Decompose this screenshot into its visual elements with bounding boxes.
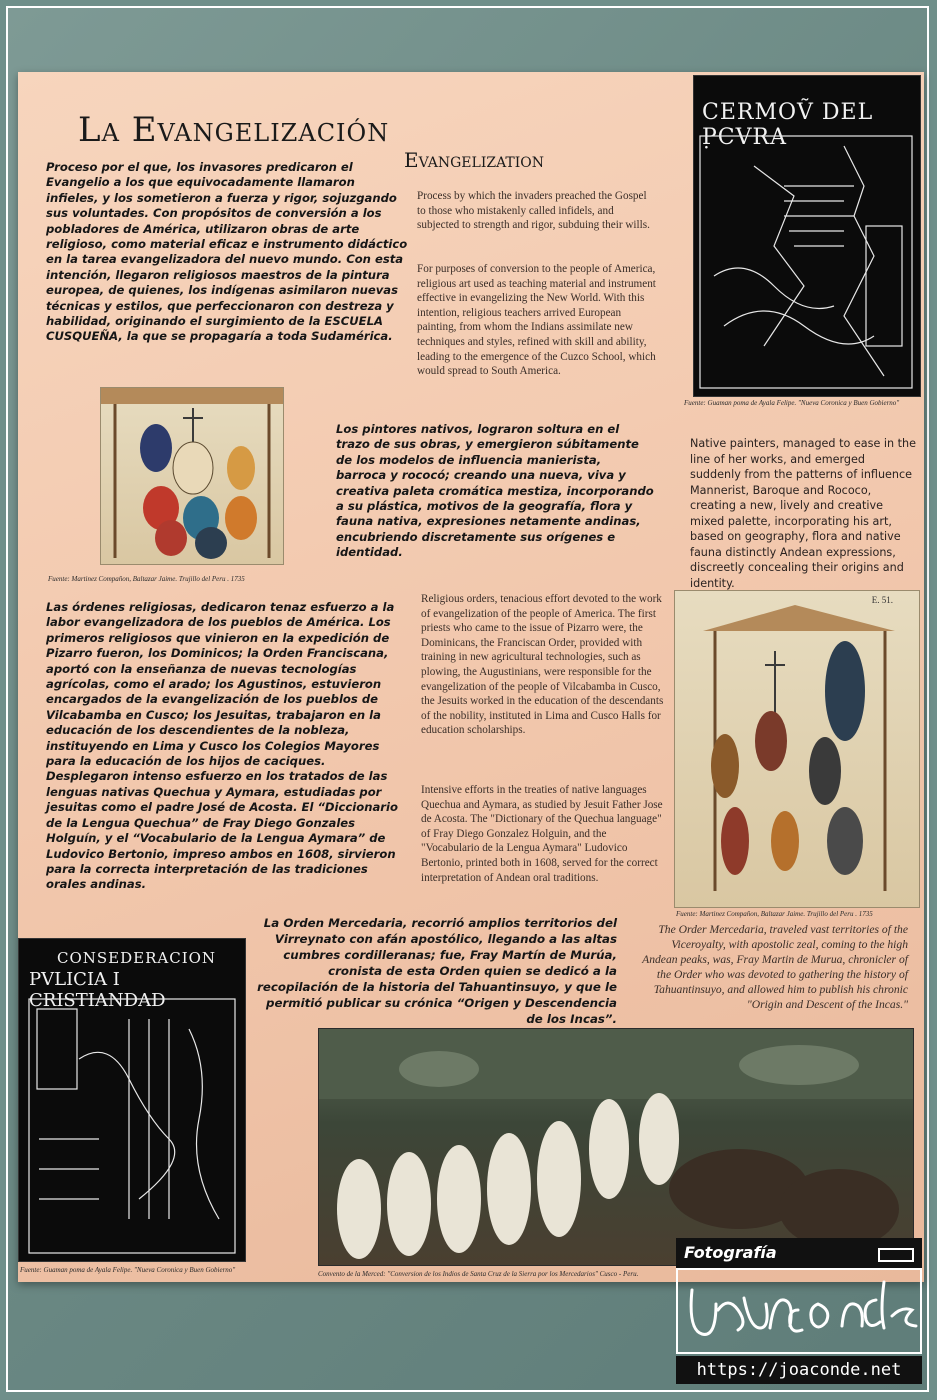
orders-spanish: Las órdenes religiosas, dedicaron tenaz esfuerzo a la labor evangelizadora de los pueblos de América. Los primeros religiosos que vinieron en la expedición de Pizarro fueron, los Dominicos; la Orden Franciscana, aportó con la enseñanza de nuevas tecnologías agrícolas, como el arado; los Agustinos, estuvieron encargados de la evangelización de los pueblos de Vilcabamba en Cusco; los Jesuitas, trabajaron en la educación de los descendientes de la nobleza, instituyendo en Lima y Cusco los Colegios Mayores para la educación de los hijos de caciques. Desplegaron intenso esfuerzo en los tratados de las lenguas nativas Quechua y Aymara, estudiadas por jesuitas como el padre José de Acosta. El “Diccionario de la Lengua Quechua” de Fray Diego Gonzales Holguín, y el “Vocabulario de la Lengua Aymara” de Ludovico Bertonio, impreso ambos en 1608, sirvieron para la correcta interpretación de las tradiciones orales andinas.: [46, 600, 398, 892]
pulicia-sketch-title-1: CONSEDERACION: [57, 949, 217, 967]
orders-english-1: Religious orders, tenacious effort devoted to the work of evangelization of the people of America. The first priests who came to the issue of Pizarro were, the Dominicans, the Franciscan Order, provided with training in new agricultural technologies, such as plowing, the Augustinians, were responsible for the evangelization of the people of Vilcabamba in Cusco, the Jesuits worked in the education of the descendants of the nobility, instituted in Lima and Cusco Halls for education scholarships.: [421, 593, 664, 737]
watermark-label: Fotografía: [676, 1238, 922, 1268]
pulicia-sketch-lines: [19, 939, 245, 1261]
watermark-url: https://joaconde.net: [676, 1356, 922, 1384]
painting-1-image: [100, 387, 284, 565]
sermon-sketch-image: [693, 75, 921, 397]
painters-spanish: Los pintores nativos, lograron soltura en el trazo de sus obras, y emergieron súbitamente de los modelos de influencia manierista, barroca y rococó; creando una nueva, viva y creativa paleta cromática mestiza, incorporando a su plástica, motivos de la geografía, flora y fauna nativa, expresiones netamente andinas, encubriendo discretamente sus orígenes e identidad.: [336, 422, 654, 560]
intro-english-2: For purposes of conversion to the people of America, religious art used as teaching material and instrument effective in evangelizing the New World. With this intention, religious teachers arrived European painting, from whom the Indians assimilate new techniques and styles, refined with skill and ability, leading to the emergence of the Cuzco School, which would spread to South America.: [417, 263, 656, 378]
watermark-signature: [678, 1270, 920, 1352]
painting-1-figures: [101, 388, 283, 564]
mercedaria-spanish: La Orden Mercedaria, recorrió amplios territorios del Virreynato con afán apostólico, llegando a las altas cumbres cordilleranas; fue, Fray Martín de Murúa, cronista de esta Orden quien se dedicó a la recopilación de la historia del Tahuantinsuyo, y que le permitió publicar su crónica “Origen y Descendencia de los Incas”.: [257, 916, 617, 1026]
sermon-sketch-caption: Fuente: Guaman poma de Ayala Felipe. "Nueva Coronica y Buen Gobierno": [684, 399, 900, 407]
painting-2-caption: Fuente: Martinez Compañon, Baltazar Jaime. Trujillo del Peru . 1735: [676, 910, 873, 918]
mercedaria-english: The Order Mercedaria, traveled vast territories of the Viceroyalty, with apostolic zeal, coming to the high Andean peaks, was, Fray Martin de Murua, chronicler of the Order who was devoted to gathering the history of Tahuantinsuyo, and allowed him to publish his chronic "Origin and Descent of the Incas.": [642, 923, 908, 1011]
intro-english-1: Process by which the invaders preached the Gospel to those who mistakenly called infidels, and subjected to strength and rigor, subduing their wills.: [417, 190, 650, 232]
painters-english: Native painters, managed to ease in the line of her works, and emerged suddenly from the patterns of influence Mannerist, Baroque and Rococo, creating a new, lively and creative mixed palette, incorporating his art, based on geography, flora and native fauna distinctly Andean expressions, discreetly concealing their origins and identity.: [690, 437, 916, 590]
painting-1-caption: Fuente: Martinez Compañon, Baltazar Jaime. Trujillo del Peru . 1735: [48, 575, 245, 583]
mural-painting-image: [318, 1028, 914, 1266]
pulicia-sketch-image: [18, 938, 246, 1262]
intro-spanish: Proceso por el que, los invasores predicaron el Evangelio a los que equivocadamente llamaron infieles, y los sometieron a fuerza y rigor, sojuzgando sus voluntades. Con propósitos de conversión a los pobladores de América, utilizaron obras de arte religioso, como material eficaz e instrumento didáctico en la tarea evangelizadora del nuevo mundo. Con esta intención, llegaron religiosos maestros de la pintura europea, de quienes, los indígenas asimilaron nuevas técnicas y estilos, que perfeccionaron con destreza y habilidad, originando el surgimiento de la ESCUELA CUSQUEÑA, la que se propagaría a toda Sudamérica.: [46, 160, 408, 344]
painting-2-image: [674, 590, 920, 908]
painting-2-label: E. 51.: [871, 595, 893, 605]
pulicia-sketch-title-2: PVLICIA I CRISTIANDAD: [29, 969, 166, 1011]
watermark-frame-icon: [878, 1248, 914, 1262]
mural-figures: [319, 1029, 913, 1265]
painting-2-figures: [675, 591, 919, 907]
title-spanish: La Evangelización: [78, 110, 390, 150]
pulicia-sketch-caption: Fuente: Guaman poma de Ayala Felipe. "Nueva Coronica y Buen Gobierno": [20, 1266, 236, 1274]
watermark-signature-box: [676, 1268, 922, 1354]
sermon-sketch-lines: [694, 76, 920, 396]
title-english: Evangelization: [404, 148, 545, 172]
orders-english-2: Intensive efforts in the treaties of native languages Quechua and Aymara, as studied by Jesuit Father Jose de Acosta. The "Dictionary of the Quechua language" of Fray Diego Gonzalez Holguin, and the "Vocabulario de la Lengua Aymara" Ludovico Bertonio, printed both in 1608, served for the correct interpretation of Andean oral traditions.: [421, 784, 663, 884]
sermon-sketch-title: CERMOṼ DEL P̣CVRA: [702, 100, 874, 150]
photographer-watermark: [676, 1238, 922, 1384]
mural-caption: Convento de la Merced: "Conversion de los Indios de Santa Cruz de la Sierra por los Mercedarios" Cusco - Peru.: [318, 1270, 639, 1278]
